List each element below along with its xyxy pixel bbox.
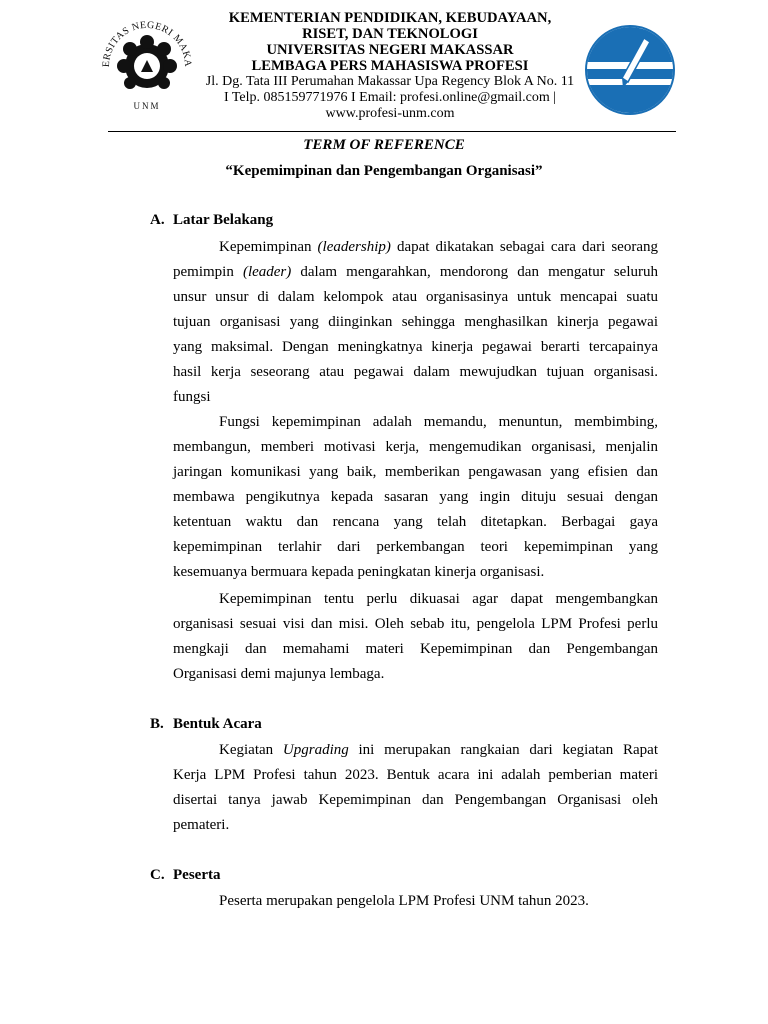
section-letter: C. bbox=[150, 867, 165, 883]
section-title: Latar Belakang bbox=[173, 212, 274, 228]
letterhead-address: Jl. Dg. Tata III Perumahan Makassar Upa Regency Blok A No. 11 bbox=[205, 74, 575, 89]
text-line: Kerja LPM Profesi tahun 2023. Bentuk acara ini adalah pemberian materi bbox=[173, 767, 658, 783]
letterhead-contact: I Telp. 085159771976 I Email: profesi.online@gmail.com | bbox=[223, 90, 557, 105]
letterhead-website: www.profesi-unm.com bbox=[325, 106, 455, 121]
text-line: Peserta merupakan pengelola LPM Profesi UNM tahun 2023. bbox=[219, 893, 589, 909]
text-line: Kegiatan Upgrading ini merupakan rangkaian dari kegiatan Rapat bbox=[219, 742, 658, 758]
text-line: membangun, memberi motivasi kerja, mengemudikan organisasi, menjalin bbox=[173, 439, 658, 455]
letterhead-organization: LEMBAGA PERS MAHASISWA PROFESI bbox=[251, 58, 529, 74]
section-heading-a bbox=[150, 212, 273, 229]
paragraph-peserta bbox=[173, 889, 658, 914]
text-line: disertai tanya jawab Kepemimpinan dan Pengembangan Organisasi oleh bbox=[173, 792, 658, 808]
text-line: Kepemimpinan tentu perlu dikuasai agar dapat mengembangkan bbox=[219, 591, 658, 607]
document-title: TERM OF REFERENCE bbox=[303, 137, 465, 153]
letterhead-divider bbox=[108, 131, 676, 132]
text-line: kesemuanya bermuara kepada peningkatan kinerja organisasi. bbox=[173, 564, 545, 580]
italic-term: (leader) bbox=[242, 264, 292, 280]
section-letter: B. bbox=[150, 716, 164, 732]
seal-arc-text: ERSITAS NEGERI MAKA bbox=[100, 19, 194, 68]
paragraph-latar-belakang-1 bbox=[173, 235, 658, 410]
text-line: ketentuan waktu dan rencana yang telah ditetapkan. Berbagai gaya bbox=[173, 514, 658, 530]
text-line: unsur unsur di dalam kelompok atau organisasinya untuk mencapai suatu bbox=[173, 289, 658, 305]
lpm-profesi-pen-logo-icon bbox=[584, 24, 676, 116]
unm-seal-icon bbox=[97, 14, 197, 114]
paragraph-latar-belakang-2 bbox=[173, 410, 658, 585]
text-line: mengkaji dan memahami materi Kepemimpinan dan Pengembangan bbox=[173, 641, 658, 657]
text-line: membawa pengikutnya kepada sasaran yang ingin dituju sesuai dengan bbox=[173, 489, 658, 505]
text-line: fungsi bbox=[173, 389, 211, 405]
document-theme: “Kepemimpinan dan Pengembangan Organisasi” bbox=[225, 163, 543, 179]
text-line: organisasi sesuai visi dan misi. Oleh sebab itu, pengelola LPM Profesi perlu bbox=[173, 616, 658, 632]
text-line: kepemimpinan terlahir dari perkembangan teori kepemimpinan yang bbox=[173, 539, 658, 555]
text-line: Organisasi demi majunya lembaga. bbox=[173, 666, 385, 682]
text-line: hasil kerja seseorang atau pegawai dalam mewujudkan tujuan organisasi. bbox=[173, 364, 658, 380]
text-line: Fungsi kepemimpinan adalah memandu, menuntun, membimbing, bbox=[219, 414, 658, 430]
letterhead-ministry-line1: KEMENTERIAN PENDIDIKAN, KEBUDAYAAN, bbox=[228, 10, 552, 26]
text-line: pemimpin (leader) dalam mengarahkan, mendorong dan mengatur seluruh bbox=[173, 264, 658, 280]
paragraph-bentuk-acara bbox=[173, 738, 658, 838]
text-line: pemateri. bbox=[173, 817, 230, 833]
text-line: yang maksimal. Dengan meningkatnya kinerja pegawai berarti tercapainya bbox=[173, 339, 658, 355]
letterhead-ministry-line2: RISET, DAN TEKNOLOGI bbox=[302, 26, 478, 42]
section-letter: A. bbox=[150, 212, 165, 228]
section-heading-c bbox=[150, 867, 220, 884]
text-line: jaringan komunikasi yang baik, memberikan pengawasan yang efisien dan bbox=[173, 464, 658, 480]
text-line: Kepemimpinan (leadership) dapat dikatakan sebagai cara dari seorang bbox=[219, 239, 658, 255]
letterhead bbox=[195, 10, 585, 122]
section-title: Bentuk Acara bbox=[173, 716, 262, 732]
italic-term: (leadership) bbox=[317, 239, 391, 255]
paragraph-latar-belakang-3 bbox=[173, 587, 658, 687]
text-line: tujuan organisasi yang diinginkan sehingga menghasilkan kinerja pegawai bbox=[173, 314, 658, 330]
section-heading-b bbox=[150, 716, 262, 733]
italic-term: Upgrading bbox=[282, 742, 349, 758]
section-title: Peserta bbox=[173, 867, 221, 883]
letterhead-university: UNIVERSITAS NEGERI MAKASSAR bbox=[266, 42, 514, 58]
seal-bottom-text: UNM bbox=[133, 101, 161, 111]
